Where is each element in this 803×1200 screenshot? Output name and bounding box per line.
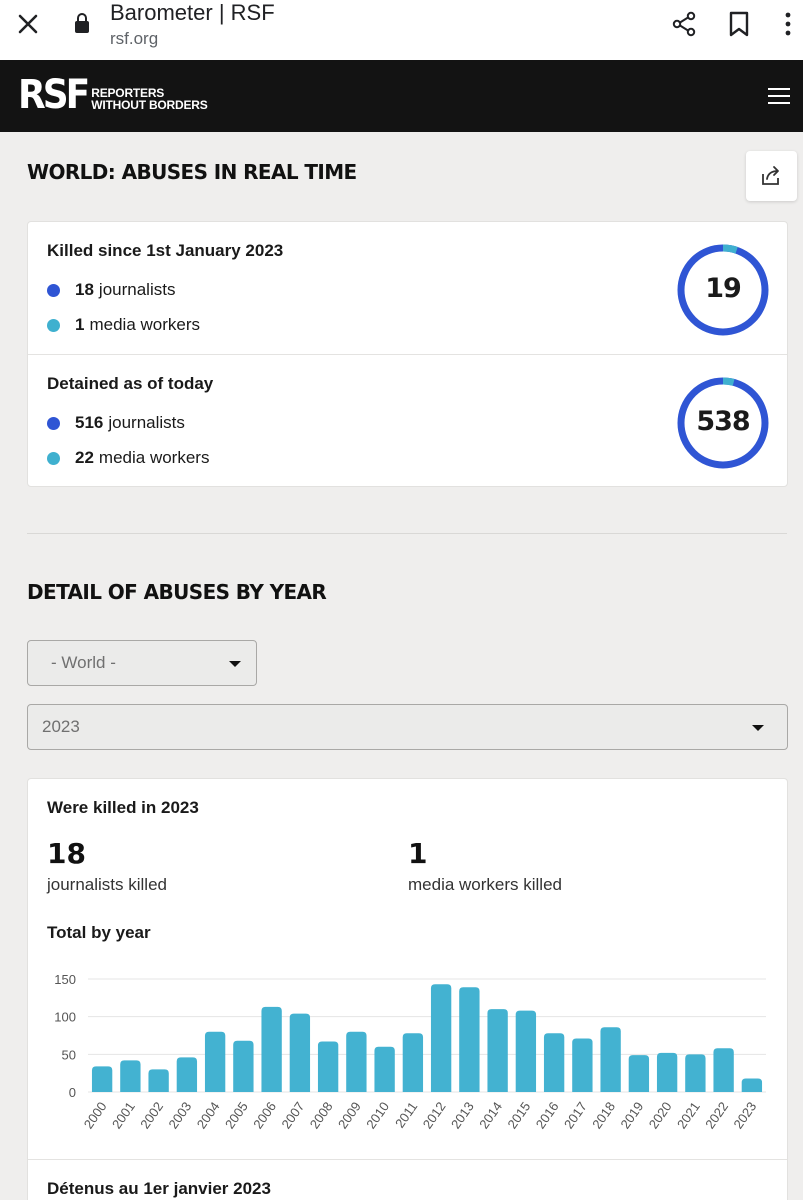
detained-year-title: Détenus au 1er janvier 2023 [47, 1179, 271, 1198]
bar-2014[interactable] [487, 1009, 507, 1092]
bar-2017[interactable] [572, 1039, 592, 1092]
bar-2019[interactable] [629, 1055, 649, 1092]
year-select-value: 2023 [42, 717, 80, 736]
logo-line-1: REPORTERS [91, 86, 165, 100]
killed-total: 19 [705, 273, 741, 304]
year-select[interactable] [27, 704, 788, 750]
bar-2009[interactable] [346, 1032, 366, 1092]
bookmark-icon[interactable] [726, 10, 752, 38]
bar-2001[interactable] [120, 1060, 140, 1092]
rsf-logo[interactable] [18, 72, 208, 118]
browser-page-title: Barometer | RSF [110, 0, 275, 25]
x-tick-label: 2017 [560, 1099, 590, 1132]
killed-media-label: media workers [89, 315, 201, 334]
x-tick-label: 2022 [702, 1099, 732, 1132]
detained-journalists [47, 413, 185, 433]
share-button[interactable] [746, 151, 797, 201]
bar-2008[interactable] [318, 1042, 338, 1092]
x-tick-label: 2019 [617, 1099, 647, 1132]
x-tick-label: 2020 [645, 1099, 675, 1132]
bar-2000[interactable] [92, 1066, 112, 1092]
y-tick-label: 0 [68, 1085, 76, 1100]
bar-2021[interactable] [685, 1054, 705, 1092]
bar-2007[interactable] [290, 1014, 310, 1092]
x-tick-label: 2002 [137, 1099, 167, 1132]
bar-2013[interactable] [459, 987, 479, 1092]
chart-title: Total by year [47, 923, 151, 942]
detained-donut [676, 376, 770, 470]
killed-journalists-label: journalists [98, 280, 176, 299]
logo-wordmark [91, 87, 207, 114]
x-tick-label: 2018 [589, 1099, 619, 1132]
killed-donut [676, 243, 770, 337]
x-tick-label: 2001 [108, 1099, 138, 1132]
logo-line-2: WITHOUT BORDERS [91, 98, 208, 112]
share-arrow-icon [760, 165, 782, 187]
x-tick-label: 2014 [476, 1099, 506, 1132]
browser-toolbar [0, 0, 803, 60]
bar-chart [28, 959, 787, 1159]
y-tick-label: 100 [54, 1009, 76, 1025]
bar-2023[interactable] [742, 1078, 762, 1092]
more-options-icon[interactable] [778, 10, 798, 38]
logo-mark: RSF [18, 72, 88, 118]
card-divider [28, 354, 787, 355]
x-tick-label: 2011 [392, 1099, 421, 1131]
detained-media-count: 22 [75, 448, 94, 467]
bar-2003[interactable] [177, 1057, 197, 1092]
detained-media-label: media workers [98, 448, 210, 467]
media-killed-number: 1 [408, 837, 428, 870]
y-tick-label: 50 [61, 1047, 76, 1063]
close-icon[interactable] [14, 10, 42, 38]
browser-url[interactable]: rsf.org [110, 29, 159, 48]
x-tick-label: 2010 [363, 1099, 393, 1132]
journalists-dot [47, 417, 60, 430]
realtime-heading: WORLD: ABUSES IN REAL TIME [27, 160, 357, 184]
x-tick-label: 2021 [673, 1099, 703, 1132]
detained-title: Detained as of today [47, 374, 214, 393]
x-tick-label: 2005 [221, 1099, 251, 1132]
x-tick-label: 2016 [532, 1099, 562, 1132]
share-icon[interactable] [670, 10, 698, 38]
x-tick-label: 2006 [250, 1099, 280, 1132]
x-tick-label: 2003 [165, 1099, 195, 1132]
lock-icon [72, 12, 92, 34]
region-select[interactable] [27, 640, 257, 686]
journalists-killed-label: journalists killed [47, 875, 167, 894]
chevron-down-icon [752, 725, 764, 731]
y-tick-label: 150 [54, 972, 76, 987]
chevron-down-icon [229, 661, 241, 667]
x-tick-label: 2008 [306, 1099, 336, 1132]
x-tick-label: 2012 [419, 1099, 449, 1132]
killed-media-workers [47, 315, 200, 335]
realtime-card [27, 221, 788, 487]
journalists-killed-number: 18 [47, 837, 86, 870]
detained-media-workers [47, 448, 209, 468]
media-killed-label: media workers killed [408, 875, 562, 894]
killed-media-count: 1 [75, 315, 85, 334]
killed-title: Killed since 1st January 2023 [47, 241, 284, 260]
yearly-detail-card [27, 778, 788, 1200]
killed-year-title: Were killed in 2023 [47, 798, 199, 817]
x-tick-label: 2013 [447, 1099, 477, 1132]
killed-journalists-count: 18 [75, 280, 94, 299]
x-tick-label: 2009 [334, 1099, 364, 1132]
bar-2018[interactable] [600, 1027, 620, 1092]
bar-2002[interactable] [148, 1069, 168, 1092]
bar-2015[interactable] [516, 1011, 536, 1092]
killed-journalists [47, 280, 175, 300]
site-header [0, 60, 803, 132]
detail-heading: DETAIL OF ABUSES BY YEAR [27, 580, 327, 604]
media-workers-dot [47, 452, 60, 465]
bar-2022[interactable] [713, 1048, 733, 1092]
bar-2004[interactable] [205, 1032, 225, 1092]
bar-2012[interactable] [431, 984, 451, 1092]
bar-2005[interactable] [233, 1041, 253, 1092]
x-tick-label: 2004 [193, 1099, 223, 1132]
bar-2010[interactable] [374, 1047, 394, 1092]
bar-2020[interactable] [657, 1053, 677, 1092]
x-tick-label: 2000 [80, 1099, 110, 1132]
x-tick-label: 2007 [278, 1099, 308, 1132]
media-workers-dot [47, 319, 60, 332]
region-select-value: - World - [51, 653, 116, 672]
section-divider [27, 533, 787, 534]
detained-total: 538 [696, 406, 750, 437]
bar-2011[interactable] [403, 1033, 423, 1092]
bar-2006[interactable] [261, 1007, 281, 1092]
bar-2016[interactable] [544, 1033, 564, 1092]
journalists-dot [47, 284, 60, 297]
detained-journalists-count: 516 [75, 413, 104, 432]
menu-icon[interactable] [768, 88, 790, 106]
x-tick-label: 2023 [730, 1099, 760, 1132]
detained-journalists-label: journalists [108, 413, 185, 432]
x-tick-label: 2015 [504, 1099, 534, 1132]
card-divider [28, 1159, 787, 1160]
